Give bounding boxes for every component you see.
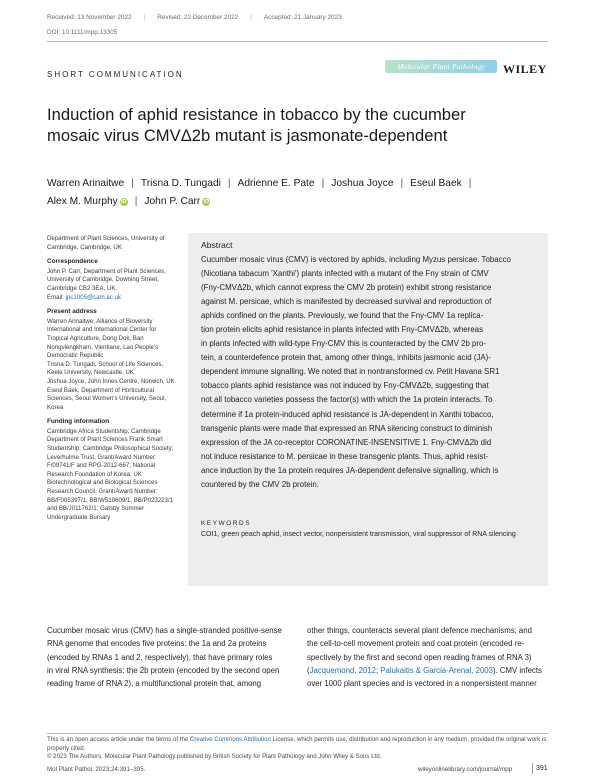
present-address: Warren Arinaitwe, Alliance of Bioversity International and International Center for Tropical Agriculture, Dong Dok, Ban Nongviengkham, Vientiane, Lao People's Democratic Republic [47,317,159,360]
abstract-text [201,253,543,492]
abstract-line: tobacco plants aphid resistance was not induced by Fny-CMVΔ2b, suggesting that [201,381,489,391]
author-name[interactable]: Warren Arinaitwe [47,178,125,189]
text-fragment: ; [375,666,381,676]
body-column-right [307,624,552,691]
correspondence-text: John P. Carr, Department of Plant Sciences, University of Cambridge, Downing Street, Cambridge CB2 3EA, UK. [47,267,166,292]
article-sidebar [47,235,179,528]
body-line: spectively by the first and second open reading frames of RNA 3) [307,652,532,662]
body-line: (encoded by RNAs 1 and 2, respectively), that have primary roles [47,652,273,662]
abstract-line: tion protein elicits aphid resistance in plants infected with Fny-CMVΔ2b, whereas [201,325,484,335]
orcid-icon[interactable]: iD [203,199,210,205]
author-name[interactable]: John P. Carr [144,196,201,207]
title-line-2: mosaic virus CMVΔ2b mutant is jasmonate-dependent [47,126,448,145]
license-link[interactable]: Creative Commons Attribution [189,736,271,743]
article-dates: Received: 13 November 2022 | Revised: 22 December 2022 | Accepted: 21 January 2023 [47,14,342,21]
author-name[interactable]: Eseul Baek [410,178,462,189]
license-text: This is an open access article under the terms of the [47,736,190,743]
email-label: Email: [47,293,64,301]
section-label: SHORT COMMUNICATION [47,70,184,79]
abstract-line: not all tobacco varieties possess the factor(s) with which the 1a protein interacts. To [201,395,493,405]
keywords-text: COI1, green peach aphid, insect vector, nonpersistent transmission, viral suppressor of RNA silencing [201,531,516,538]
present-address: Trisna D. Tungadi, School of Life Sciences, Keele University, Newcastle, UK [47,360,164,377]
text-fragment: ). CMV infects [492,666,542,676]
page-number: 391 [536,765,548,772]
email-link[interactable]: jpc1005@cam.ac.uk [65,293,121,301]
orcid-icon[interactable]: iD [121,199,127,205]
body-line: in viral RNA synthesis; the 2b protein (encoded by the second open [47,666,280,676]
present-address: Eseul Baek, Department of Horticultural Sciences, Seoul Women's University, Seoul, Korea [47,386,167,411]
keywords-heading: KEYWORDS [201,520,252,527]
abstract-line: Cucumber mosaic virus (CMV) is vectored by aphids, including Myzus persicae. Tobacco [201,255,511,264]
author-name[interactable]: Adrienne E. Pate [237,178,315,189]
body-line: the cell-to-cell movement protein and coat protein (encoded re- [307,639,525,649]
author-name[interactable]: Joshua Joyce [331,178,394,189]
abstract-line: tein, a counterdefence protein that, among other things, inhibits jasmonic acid (JA)- [201,353,491,363]
journal-logo: Molecular Plant Pathology [385,60,497,73]
accepted-date: Accepted: 21 January 2023 [263,14,342,21]
body-column-left [47,624,292,691]
revised-date: Revised: 22 December 2022 [157,14,239,21]
abstract-line: against M. persicae, which is manifested by decreased survival and reproduction of [201,297,492,307]
abstract-line: (Nicotiana tabacum 'Xanthi') plants infected with a mutant of the Fny strain of CMV [201,269,489,279]
journal-citation: Mol Plant Pathol. 2023;24:391–395. [47,766,146,773]
author-name[interactable]: Alex M. Murphy [47,196,118,207]
abstract-line: ance induction by the 1a protein requires JA-dependent defensive signalling, which is [201,465,499,475]
abstract-line: in plants infected with wild-type Fny-CMV this is counteracted by the CMV 2b pro- [201,339,487,349]
page-divider [532,763,533,774]
title-line-1: Induction of aphid resistance in tobacco by the cucumber [47,105,466,124]
author-list: Warren Arinaitwe | Trisna D. Tungadi | Adrienne E. Pate | Joshua Joyce | Eseul Baek | Alex M. Murphy iD | John P. Carr iD [47,178,472,207]
doi[interactable]: DOI: 10.1111/mpp.13305 [47,29,118,36]
author-name[interactable]: Trisna D. Tungadi [140,178,221,189]
funding-text: Cambridge Africa Studentship; Cambridge Department of Plant Sciences Frank Smart Studentship; Cambridge Philosophical Society; Leverhulme Trust, Grant/Award Number: F/09741/F and RPG-2012-667; National Research Foundation of Korea; UK Biotechnological and Biological Sciences Research Council, Grant/Award Number: BB/F005397/1, BB/W510609/1, BB/P023223/1 and BB/J011762/1; Gatsby Summer Undergraduate Bursary [47,427,174,521]
present-address: Joshua Joyce, John Innes Centre, Norwich, UK [47,377,175,385]
copyright: © 2023 The Authors. Molecular Plant Pathology published by British Society for Plant Pathology and John Wiley & Sons Ltd. [47,753,382,761]
abstract-line: aphids confined on the plants. Previously, we found that the Fny-CMV 1a replica- [201,311,484,321]
correspondence-heading: Correspondence [47,258,98,266]
citation-link[interactable]: Palukaitis & Garcia-Arenal, 2003 [380,666,493,676]
affiliation: Department of Plant Sciences, University of Cambridge, Cambridge, UK [47,235,165,251]
publisher-logo: WILEY [503,62,547,76]
funding-heading: Funding information [47,418,110,426]
footer-divider [47,733,548,734]
text-fragment: ( [307,666,310,676]
body-line: RNA genome that encodes five proteins: the 1a and 2a proteins [47,639,267,649]
journal-url[interactable]: wileyonlinelibrary.com/journal/mpp [418,766,513,773]
body-line: over 1000 plant species and is vectored in a nonpersistent manner [307,679,537,689]
received-date: Received: 13 November 2022 [47,14,132,21]
abstract-line: countered by the CMV 2b protein. [201,479,319,489]
body-line [307,664,552,677]
body-line: reading frame of RNA 2), a multifunctional protein that, among [47,679,262,689]
body-line: Cucumber mosaic virus (CMV) has a single-stranded positive-sense [47,626,282,635]
header-divider [47,41,548,42]
abstract-line: transgenic plants were made that expressed an RNA silencing construct to diminish [201,423,493,433]
present-address-heading: Present address [47,308,97,316]
abstract-heading: Abstract [201,240,233,250]
citation-link[interactable]: Jacquemond, 2012 [309,666,376,676]
abstract-line: not induce resistance to M. persicae in these transgenic plants. Thus, aphid resist- [201,451,489,461]
article-title [47,104,547,146]
abstract-line: determine if 1a protein-induced aphid resistance is JA-dependent in Xanthi tobacco, [201,409,494,419]
abstract-line: (Fny-CMVΔ2b, which cannot express the CMV 2b protein) exhibit strong resistance [201,283,492,293]
license-notice [47,736,552,762]
abstract-line: dependent immune signalling. We noted that in nontransformed cv. Petit Havana SR1 [201,367,500,377]
abstract-line: expression of the JA co-receptor CORONATINE-INSENSITIVE 1. Fny-CMVΔ2b did [201,437,492,447]
body-line: other things, counteracts several plant defence mechanisms; and [307,626,532,635]
license-text: License, which permits use, distribution and reproduction in any medium, provided the original work is properly cited. [47,736,547,752]
